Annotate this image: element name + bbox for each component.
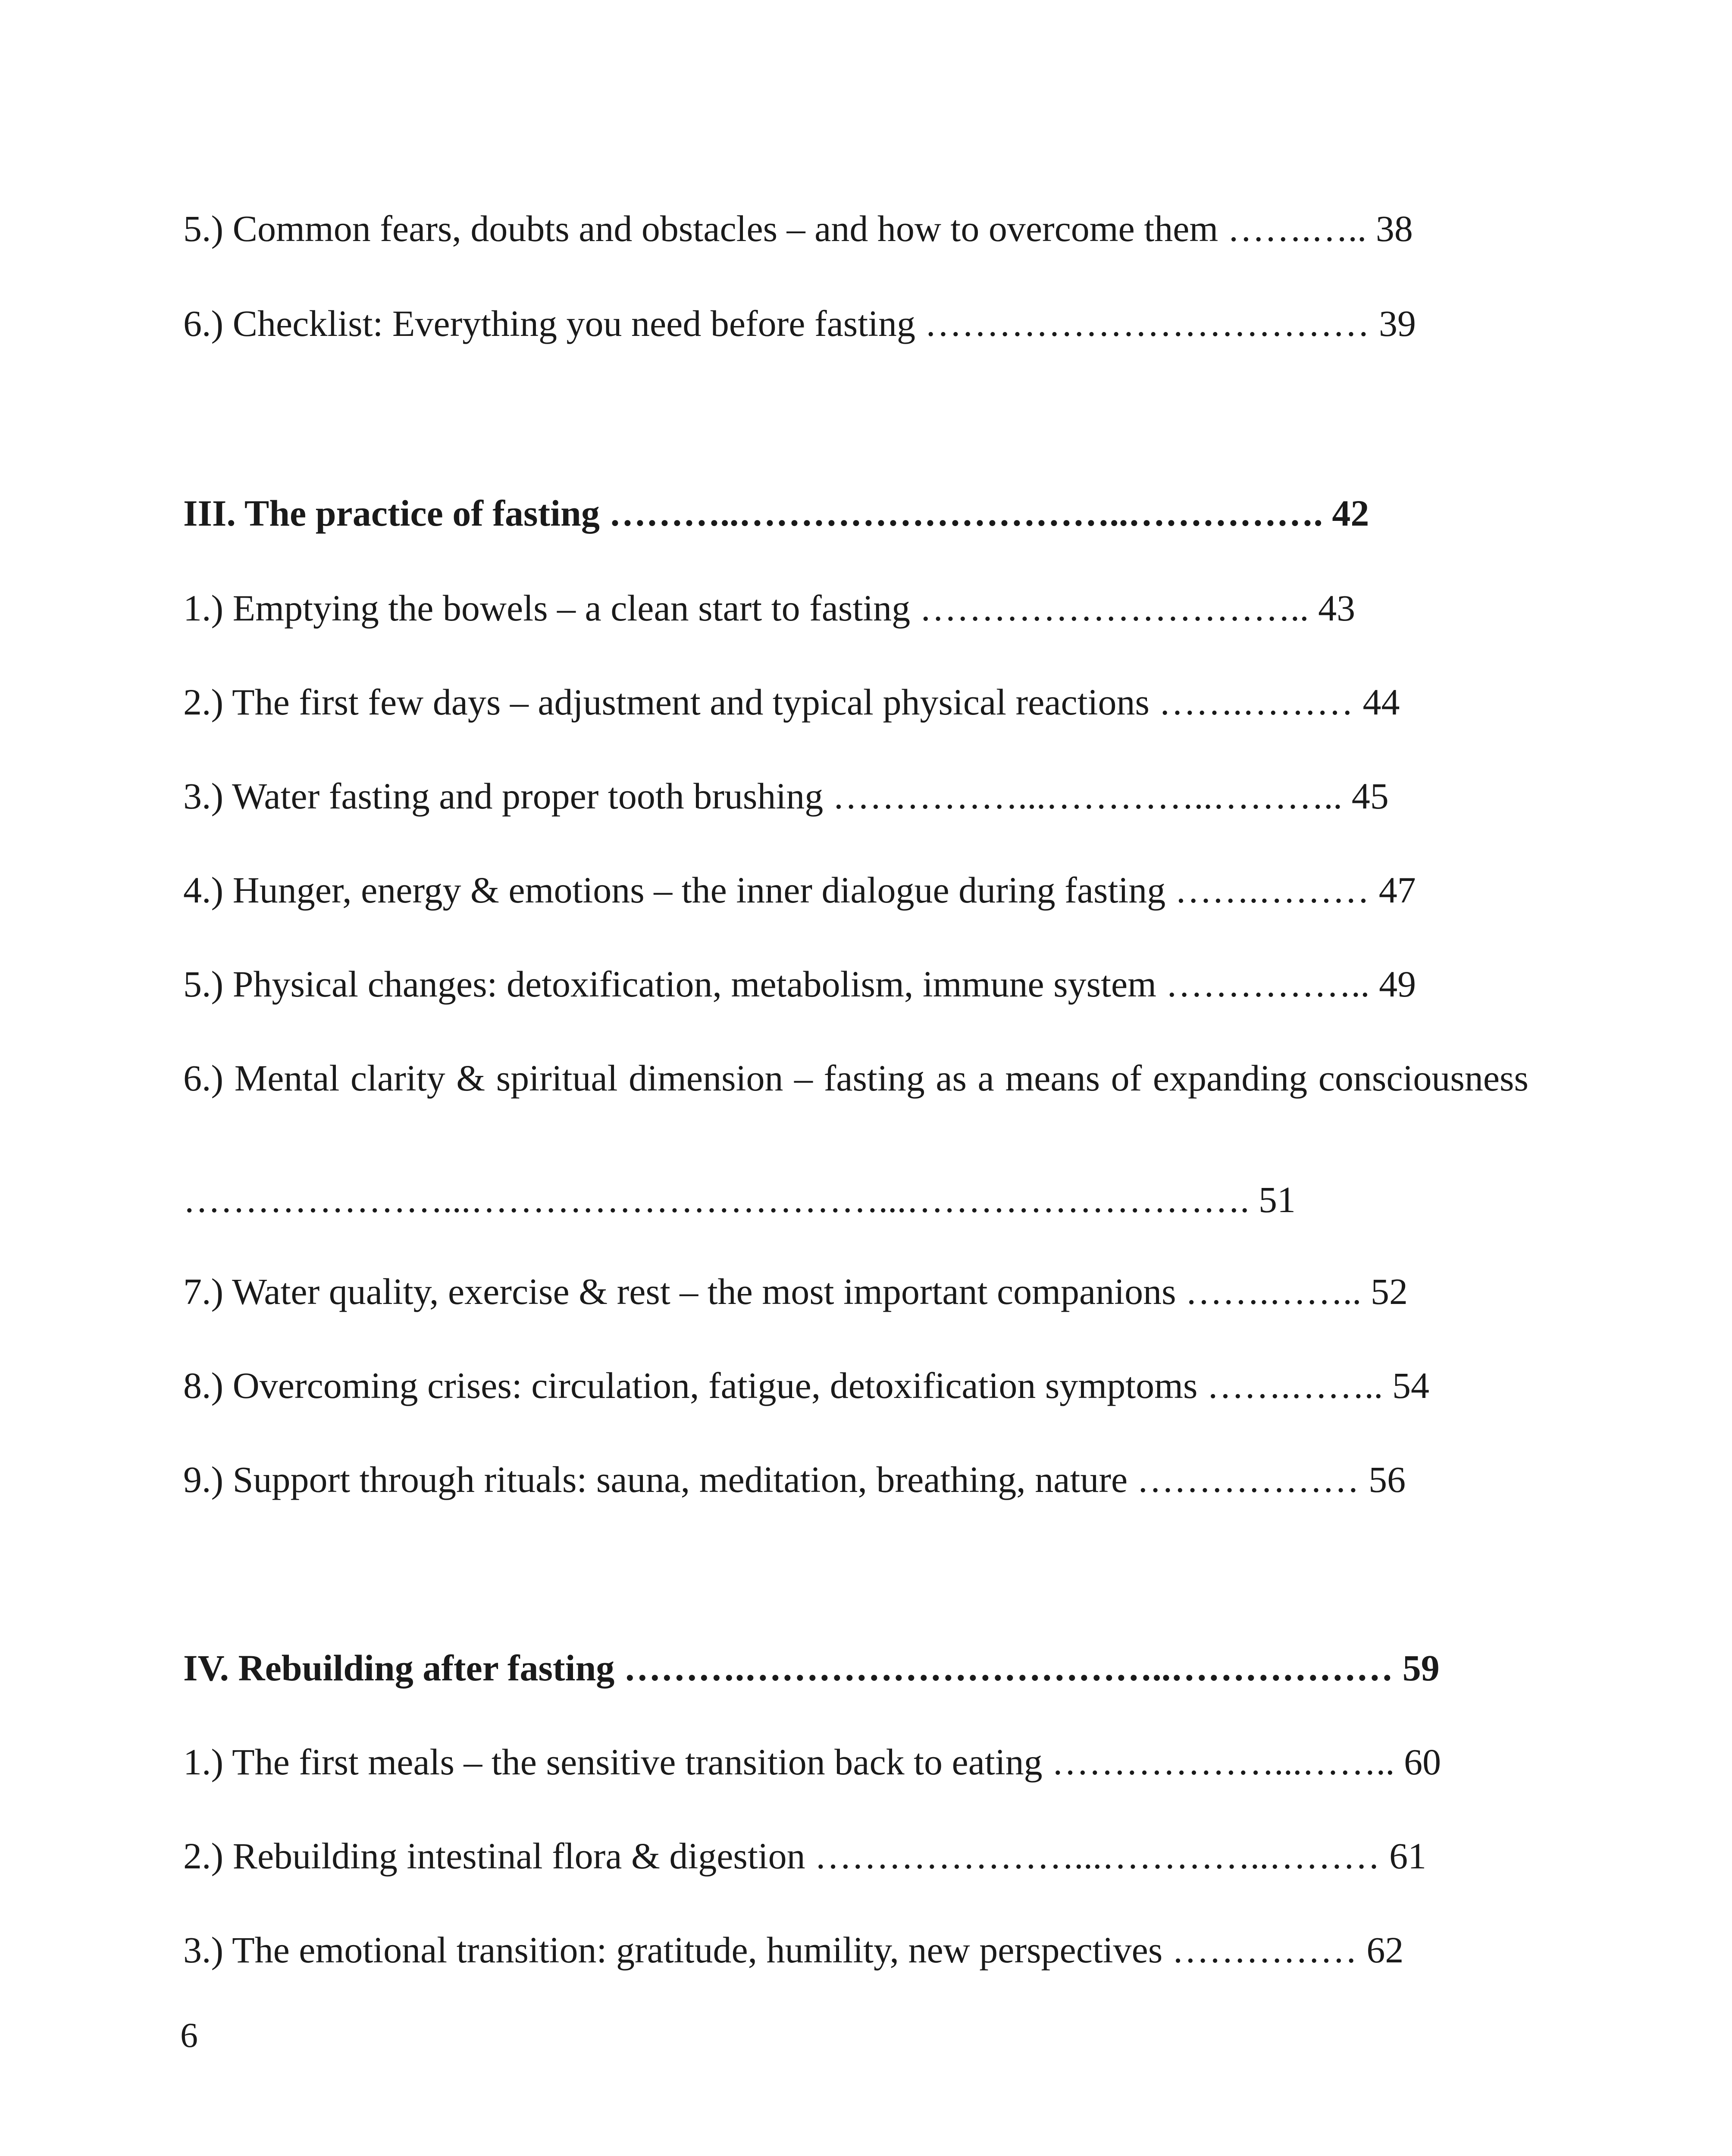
toc-entry: 3.) The emotional transition: gratitude, humility, new perspectives …………… 62 [183,1929,1404,1971]
toc-entry: 1.) Emptying the bowels – a clean start to fasting ………………………….. 43 [183,587,1356,629]
toc-entry: 1.) The first meals – the sensitive transition back to eating ………………...…….. 60 [183,1741,1441,1783]
toc-entry: 2.) The first few days – adjustment and typical physical reactions …….……… 44 [183,681,1400,723]
toc-entry: 8.) Overcoming crises: circulation, fatigue, detoxification symptoms …….…….. 54 [183,1365,1429,1406]
toc-entry: 3.) Water fasting and proper tooth brushing ……………...…………..……….. 45 [183,775,1389,817]
toc-entry: 2.) Rebuilding intestinal flora & digestion …………………...…………..……… 61 [183,1835,1427,1877]
toc-entry: 6.) Mental clarity & spiritual dimension – fasting as a means of expanding consciousness [183,1057,1528,1099]
toc-entry: 9.) Support through rituals: sauna, meditation, breathing, nature ……………… 56 [183,1459,1406,1500]
toc-entry: 4.) Hunger, energy & emotions – the inner dialogue during fasting …….……… 47 [183,869,1416,911]
toc-entry: 6.) Checklist: Everything you need before fasting ……………………………… 39 [183,303,1416,344]
toc-section-heading: IV. Rebuilding after fasting ……….……………………………..……………… 59 [183,1647,1440,1689]
page-number: 6 [180,2015,198,2055]
toc-entry: 5.) Physical changes: detoxification, metabolism, immune system …………….. 49 [183,963,1416,1005]
toc-entry: 5.) Common fears, doubts and obstacles – and how to overcome them …….….. 38 [183,208,1413,249]
toc-entry-continuation: …………………...……………………………...………………………. 51 [183,1179,1296,1220]
toc-entry: 7.) Water quality, exercise & rest – the most important companions …….…….. 52 [183,1271,1408,1312]
toc-section-heading: III. The practice of fasting ………..…………………………..……………. 42 [183,492,1369,534]
